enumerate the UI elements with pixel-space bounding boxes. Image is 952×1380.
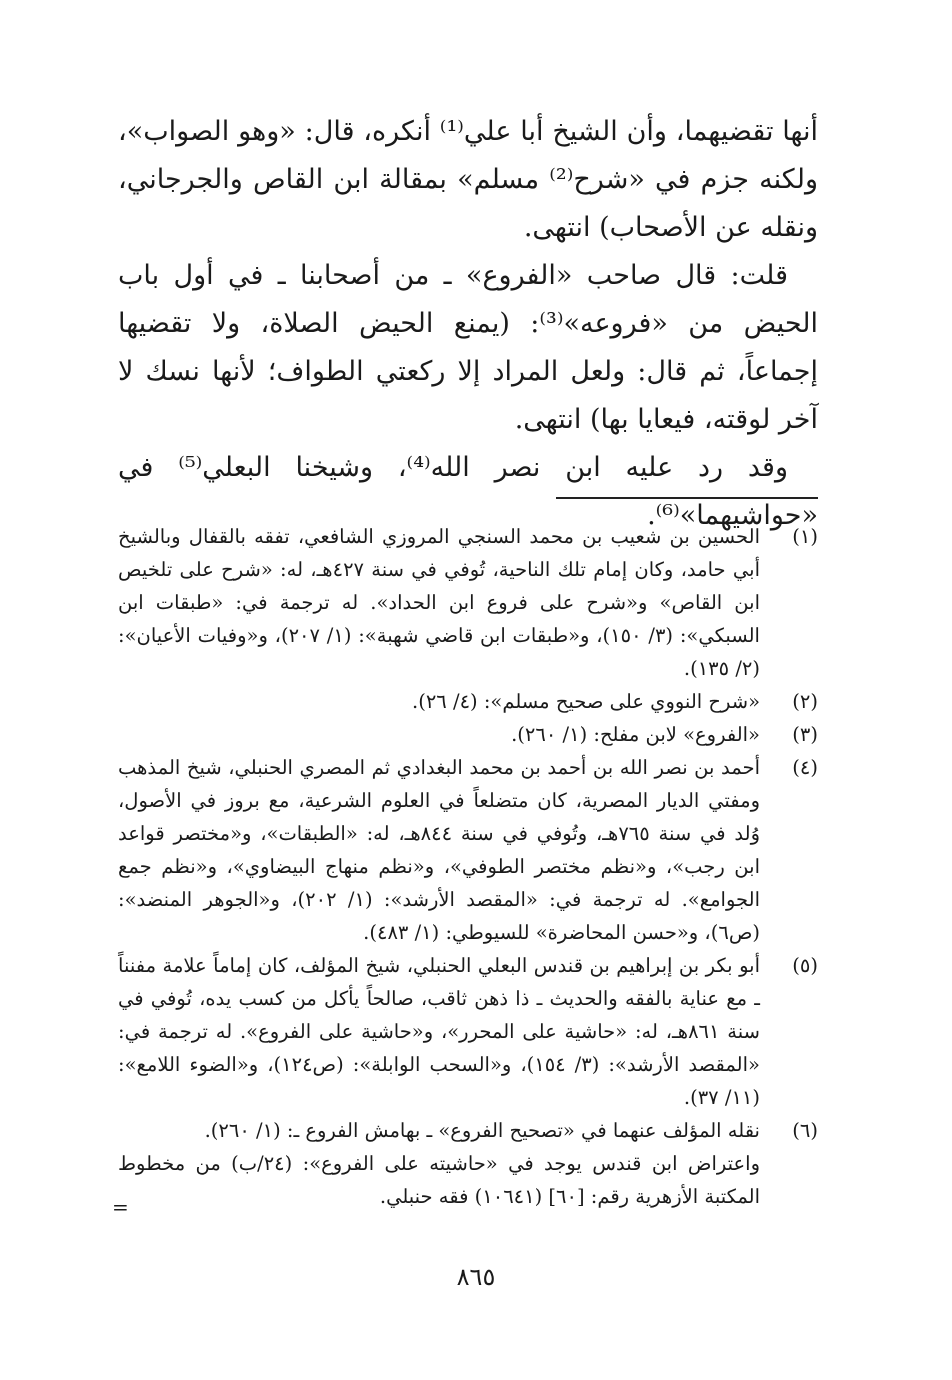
footnote-3	[118, 718, 818, 751]
footnote-text: الحسين بن شعيب بن محمد السنجي المروزي الشافعي، تفقه بالقفال وبالشيخ أبي حامد، وكان إمام تلك الناحية، تُوفي في سنة ٤٢٧هـ، له: «شرح على تلخيص ابن القاص» و«شرح على فروع ابن الحداد». له ترجمة في: «طبقات ابن السبكي»: (٣/ ١٥٠)، و«طبقات ابن قاضي شهبة»: (١/ ٢٠٧)، و«وفيات الأعيان»: (٢/ ١٣٥).	[118, 525, 760, 680]
footnote-text: «شرح النووي على صحيح مسلم»: (٤/ ٢٦).	[412, 690, 760, 713]
footnote-number: (٤)	[792, 756, 818, 779]
footnote-4	[118, 751, 818, 949]
footnote-number: (٦)	[792, 1119, 818, 1142]
footnote-number: (١)	[792, 525, 818, 548]
paragraph-3: وقد رد عليه ابن نصر الله⁽⁴⁾، وشيخنا البعلي⁽⁵⁾ في «حواشيهما»⁽⁶⁾.	[118, 452, 818, 531]
footnote-1	[118, 520, 818, 685]
footnote-2	[118, 685, 818, 718]
footnote-text: أبو بكر بن إبراهيم بن قندس البعلي الحنبلي، شيخ المؤلف، كان إماماً علامة مفنناً ـ مع عناية بالفقه والحديث ـ ذا ذهن ثاقب، صالحاً يأكل من كسب يده، تُوفي في سنة ٨٦١هـ، له: «حاشية على المحرر»، و«حاشية على الفروع». له ترجمة في: «المقصد الأرشد»: (٣/ ١٥٤)، و«السحب الوابلة»: (ص١٢٤)، و«الضوء اللامع»: (١١/ ٣٧).	[118, 954, 760, 1109]
footnote-number: (٣)	[792, 723, 818, 746]
footnote-text: أحمد بن نصر الله بن أحمد بن محمد البغدادي ثم المصري الحنبلي، شيخ المذهب ومفتي الديار المصرية، كان متضلعاً في العلوم الشرعية، مع بروز في الأصول، وُلد في سنة ٧٦٥هـ، وتُوفي في سنة ٨٤٤هـ، له: «الطبقات»، و«مختصر قواعد ابن رجب»، و«نظم مختصر الطوفي»، و«نظم منهاج البيضاوي»، و«نظم جمع الجوامع». له ترجمة في: «المقصد الأرشد»: (١/ ٢٠٢)، و«الجوهر المنضد»: (ص٦)، و«حسن المحاضرة» للسيوطي: (١/ ٤٨٣).	[118, 756, 760, 944]
page-number: ٨٦٥	[456, 1263, 496, 1291]
continuation-mark: =	[112, 1195, 129, 1219]
footnote-text: «الفروع» لابن مفلح: (١/ ٢٦٠).	[511, 723, 760, 746]
paragraph-2: قلت: قال صاحب «الفروع» ـ من أصحابنا ـ في أول باب الحيض من «فروعه»⁽³⁾: (يمنع الحيض الصلاة، ولا تقضيها إجماعاً، ثم قال: ولعل المراد إلا ركعتي الطواف؛ لأنها نسك لا آخر لوقته، فيعايا بها) انتهى.	[118, 260, 818, 435]
footnote-6-continuation: واعتراض ابن قندس يوجد في «حاشيته على الفروع»: (٢٤/ب) من مخطوط المكتبة الأزهرية رقم: [٦٠] (١٠٦٤١) فقه حنبلي.	[118, 1152, 760, 1208]
footnote-text: نقله المؤلف عنهما في «تصحيح الفروع» ـ بهامش الفروع ـ: (١/ ٢٦٠).	[204, 1119, 760, 1142]
footnote-separator	[556, 497, 818, 499]
footnote-5	[118, 949, 818, 1114]
footnote-number: (٢)	[792, 690, 818, 713]
paragraph-1: أنها تقضيهما، وأن الشيخ أبا علي⁽¹⁾ أنكره، قال: «وهو الصواب»، ولكنه جزم في «شرح⁽²⁾ مسلم» بمقالة ابن القاص والجرجاني، ونقله عن الأصحاب) انتهى.	[118, 116, 818, 243]
main-text	[118, 108, 818, 540]
footnote-number: (٥)	[792, 954, 818, 977]
footnote-6	[118, 1114, 818, 1147]
footnotes	[118, 520, 818, 1213]
